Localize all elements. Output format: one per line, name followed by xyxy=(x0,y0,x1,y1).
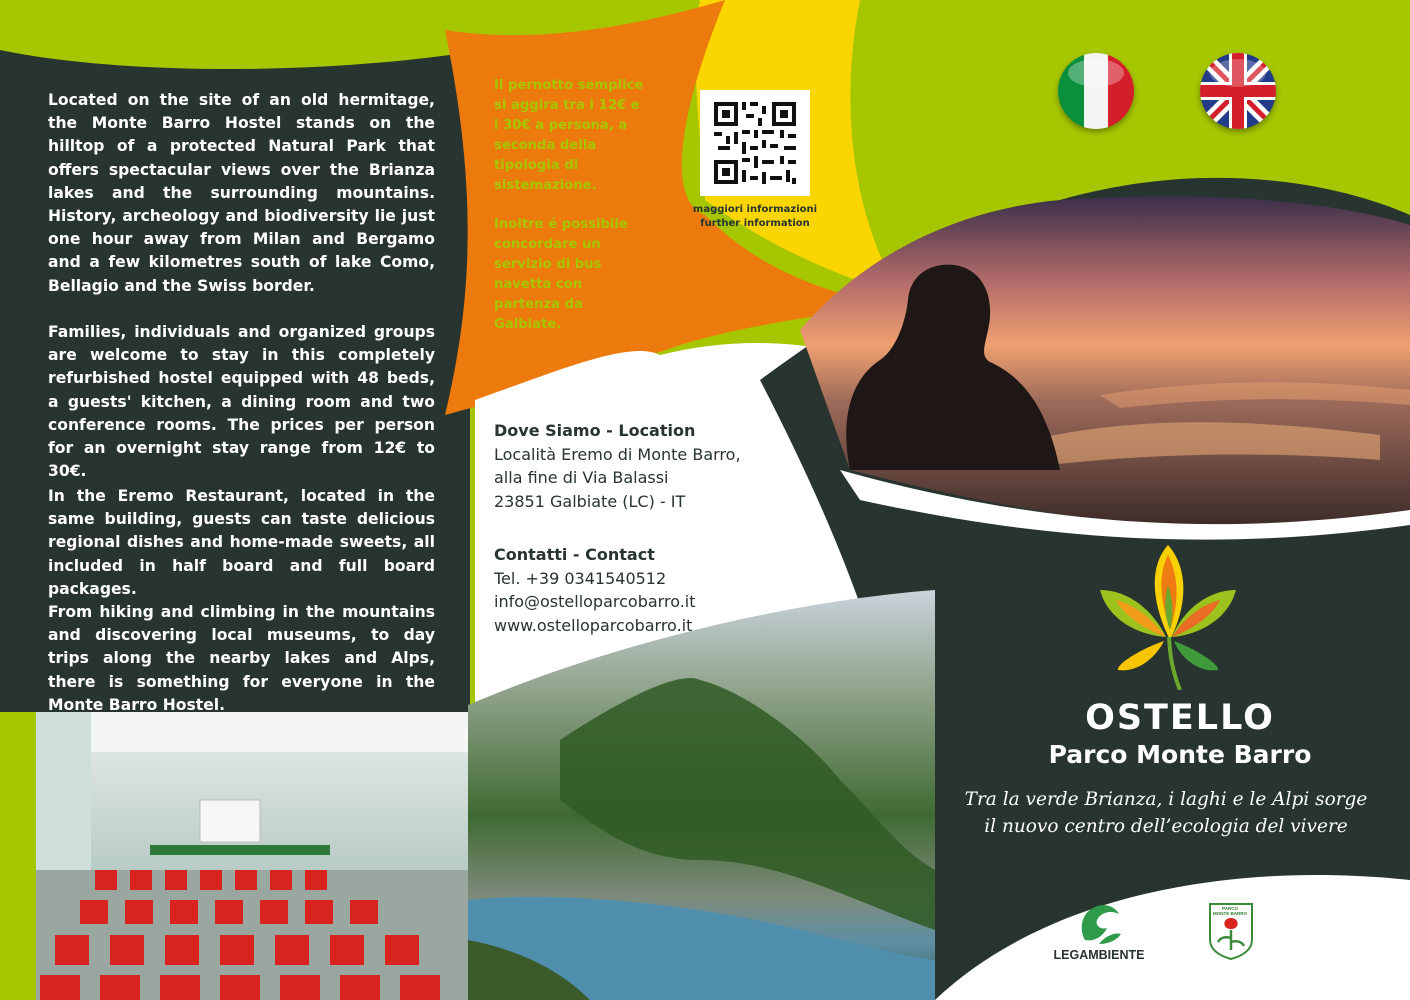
chestnut-leaf-icon xyxy=(1098,545,1238,690)
brand-tagline xyxy=(950,786,1382,840)
location-address-line1: Località Eremo di Monte Barro, xyxy=(494,444,741,464)
shuttle-info-text: Inoltre é possibile concordare un servizio di bus navetta con partenza da Galbiate. xyxy=(494,217,628,332)
location-heading: Dove Siamo - Location xyxy=(494,421,696,440)
uk-flag-icon[interactable] xyxy=(1200,53,1276,129)
location-address-line2: alla fine di Via Balassi xyxy=(494,468,669,487)
tagline-line2: il nuovo centro dell’ecologia del vivere xyxy=(984,816,1348,837)
qr-code-icon xyxy=(700,90,810,196)
contact-phone[interactable]: Tel. +39 0341540512 xyxy=(494,568,667,588)
intro-paragraph: Located on the site of an old hermitage, the Monte Barro Hostel stands on the hilltop of a protected Natural Park that offers spectacular views over the Brianza lakes and the surrounding mountains. History, archeology and biodiversity lie just one hour away from Milan and Bergamo and a few kilometres south of lake Como, Bellagio and the Swiss border. xyxy=(48,91,435,295)
location-block xyxy=(494,419,794,513)
location-address-line3: 23851 Galbiate (LC) - IT xyxy=(494,491,686,511)
contacts-heading: Contatti - Contact xyxy=(494,545,655,564)
legambiente-label: LEGAMBIENTE xyxy=(1053,948,1145,962)
rooms-paragraph: Families, individuals and organized groups are welcome to stay in this completely refurbished hostel equipped with 48 beds, a guests' kitchen, a dining room and two conference rooms. The prices per person for an overnight stay range from 12€ to 30€. xyxy=(48,323,435,481)
park-label-line2: MONTE BARRO xyxy=(1213,911,1247,916)
activities-paragraph: From hiking and climbing in the mountains and discovering local museums, to day trips along the nearby lakes and Alps, there is something for everyone in the Monte Barro Hostel. xyxy=(48,603,435,714)
restaurant-paragraph: In the Eremo Restaurant, located in the same building, guests can taste delicious regional dishes and home-made sweets, all included in half board and full board packages. xyxy=(48,487,435,598)
qr-code[interactable] xyxy=(700,90,810,196)
brand-subtitle: Parco Monte Barro xyxy=(1048,740,1312,769)
legambiente-logo-icon xyxy=(1075,900,1125,946)
park-logo-label xyxy=(1206,906,1254,916)
price-info-text: Il pernotto semplice si aggira tra i 12€ e i 30€ a persona, a seconda della tipologia di sistemazione. xyxy=(494,78,644,193)
park-label-line1: PARCO xyxy=(1222,906,1238,911)
contact-website[interactable]: www.ostelloparcobarro.it xyxy=(494,615,693,635)
italy-flag-icon[interactable] xyxy=(1058,53,1134,129)
brand-title: OSTELLO xyxy=(1085,698,1275,738)
qr-caption-it: maggiori informazioni xyxy=(692,204,818,215)
tagline-line1: Tra la verde Brianza, i laghi e le Alpi sorge xyxy=(964,789,1368,810)
qr-caption-en: further information xyxy=(700,218,810,229)
contacts-block xyxy=(494,543,794,637)
contact-email[interactable]: info@ostelloparcobarro.it xyxy=(494,592,696,611)
